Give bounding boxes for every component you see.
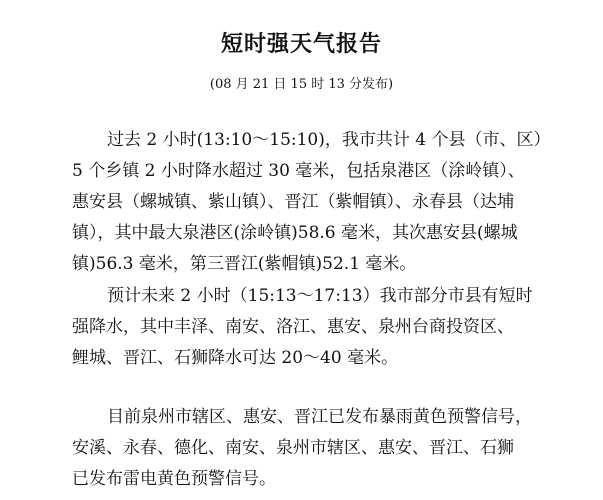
paragraph-2-line-1: 预计未来 2 小时（15:13～17:13）我市部分市县有短时 xyxy=(107,286,533,306)
paragraph-3-line-3: 已发布雷电黄色预警信号。 xyxy=(72,469,276,489)
paragraph-2-line-3: 鲤城、晋江、石狮降水可达 20～40 毫米。 xyxy=(72,348,399,368)
paragraph-3-line-2: 安溪、永春、德化、南安、泉州市辖区、惠安、晋江、石狮 xyxy=(72,438,514,458)
paragraph-1-line-3: 惠安县（螺城镇、紫山镇）、晋江（紫帽镇）、永春县（达埔 xyxy=(72,192,514,212)
paragraph-1-line-1: 过去 2 小时(13:10～15:10)，我市共计 4 个县（市、区） xyxy=(107,130,551,150)
paragraph-3-line-1: 目前泉州市辖区、惠安、晋江已发布暴雨黄色预警信号， xyxy=(107,407,532,427)
report-title: 短时强天气报告 xyxy=(220,32,382,57)
paragraph-2-line-2: 强降水，其中丰泽、南安、洛江、惠安、泉州台商投资区、 xyxy=(72,317,514,337)
report-subtitle: (08 月 21 日 15 时 13 分发布) xyxy=(209,77,394,92)
paragraph-1-line-5: 镇)56.3 毫米，第三晋江(紫帽镇)52.1 毫米。 xyxy=(72,254,417,274)
paragraph-1-line-4: 镇），其中最大泉港区(涂岭镇)58.6 毫米，其次惠安县(螺城 xyxy=(72,223,518,243)
paragraph-1-line-2: 5 个乡镇 2 小时降水超过 30 毫米，包括泉港区（涂岭镇）、 xyxy=(72,161,525,181)
